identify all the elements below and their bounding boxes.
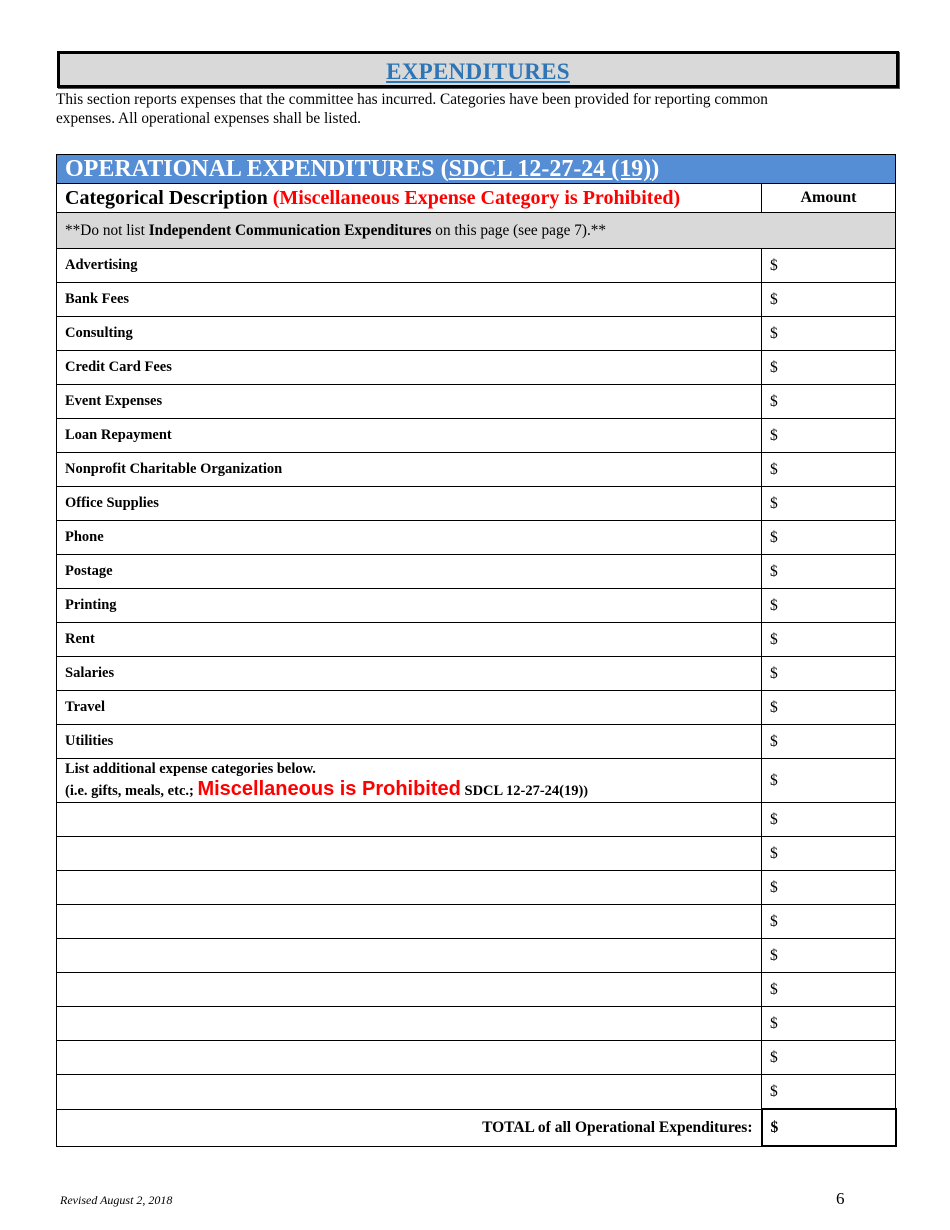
table-row <box>57 351 896 385</box>
table-row <box>57 657 896 691</box>
amount-field[interactable]: $ <box>762 385 896 419</box>
amount-field[interactable]: $ <box>762 249 896 283</box>
total-label: TOTAL of all Operational Expenditures: <box>57 1109 762 1146</box>
category-label: Credit Card Fees <box>57 351 762 385</box>
table-row <box>57 521 896 555</box>
amount-field[interactable]: $ <box>762 521 896 555</box>
table-row <box>57 555 896 589</box>
table-title-end: ) <box>651 156 660 182</box>
amount-field[interactable]: $ <box>762 589 896 623</box>
amount-field[interactable]: $ <box>762 419 896 453</box>
blank-category-field[interactable] <box>57 939 762 973</box>
table-title-main: OPERATIONAL EXPENDITURES ( <box>65 156 449 182</box>
additional-line-2-post: SDCL 12-27-24(19) <box>460 783 584 799</box>
desc-prohibited-note: Miscellaneous Expense Category is Prohibited <box>279 186 674 209</box>
blank-category-field[interactable] <box>57 1007 762 1041</box>
category-label: Nonprofit Charitable Organization <box>57 453 762 487</box>
table-row <box>57 487 896 521</box>
desc-paren-open: ( <box>267 186 280 209</box>
note-bold: Independent Communication Expenditures <box>148 221 432 239</box>
category-label: Loan Repayment <box>57 419 762 453</box>
amount-field[interactable]: $ <box>762 837 896 871</box>
additional-line-2-pre: (i.e. gifts, meals, etc.; <box>65 783 198 799</box>
blank-category-field[interactable] <box>57 973 762 1007</box>
additional-categories-label <box>57 759 762 803</box>
total-row <box>57 1109 896 1146</box>
table-title <box>57 155 896 184</box>
amount-field[interactable]: $ <box>762 691 896 725</box>
intro-line-2: expenses. All operational expenses shall be listed. <box>56 110 362 127</box>
page-number: 6 <box>836 1189 845 1208</box>
desc-header-label: Categorical Description <box>65 186 268 209</box>
amount-field[interactable]: $ <box>762 905 896 939</box>
category-label: Bank Fees <box>57 283 762 317</box>
amount-field[interactable]: $ <box>762 657 896 691</box>
table-row <box>57 283 896 317</box>
blank-entry-row <box>57 1007 896 1041</box>
operational-expenditures-table <box>56 154 897 1147</box>
amount-field[interactable]: $ <box>762 759 896 803</box>
amount-field[interactable]: $ <box>762 283 896 317</box>
total-amount-field[interactable]: $ <box>762 1109 896 1146</box>
category-label: Event Expenses <box>57 385 762 419</box>
table-row <box>57 419 896 453</box>
blank-category-field[interactable] <box>57 871 762 905</box>
amount-field[interactable]: $ <box>762 487 896 521</box>
category-label: Phone <box>57 521 762 555</box>
amount-field[interactable]: $ <box>762 623 896 657</box>
section-title: EXPENDITURES <box>386 59 570 84</box>
category-label: Advertising <box>57 249 762 283</box>
independent-comm-note <box>57 213 896 249</box>
amount-field[interactable]: $ <box>762 351 896 385</box>
amount-field[interactable]: $ <box>762 871 896 905</box>
blank-category-field[interactable] <box>57 1075 762 1110</box>
category-label: Rent <box>57 623 762 657</box>
blank-entry-row <box>57 803 896 837</box>
amount-field[interactable]: $ <box>762 803 896 837</box>
revised-date: Revised August 2, 2018 <box>60 1193 173 1207</box>
table-row <box>57 249 896 283</box>
description-column-header <box>57 184 762 213</box>
amount-field[interactable]: $ <box>762 1075 896 1110</box>
amount-field[interactable]: $ <box>762 973 896 1007</box>
table-row <box>57 317 896 351</box>
blank-entry-row <box>57 939 896 973</box>
additional-categories-row <box>57 759 896 803</box>
blank-category-field[interactable] <box>57 905 762 939</box>
table-row <box>57 385 896 419</box>
blank-entry-row <box>57 1075 896 1110</box>
amount-field[interactable]: $ <box>762 453 896 487</box>
amount-field[interactable]: $ <box>762 939 896 973</box>
intro-line-1: This section reports expenses that the committee has incurred. Categories have been provided for reporting common <box>56 91 768 108</box>
table-row <box>57 691 896 725</box>
additional-line-1: List additional expense categories below. <box>65 761 316 777</box>
blank-entry-row <box>57 905 896 939</box>
category-label: Salaries <box>57 657 762 691</box>
amount-column-header: Amount <box>762 184 896 213</box>
table-title-row <box>57 155 896 184</box>
amount-field[interactable]: $ <box>762 555 896 589</box>
note-pre: **Do not list <box>65 221 149 239</box>
table-row <box>57 725 896 759</box>
table-row <box>57 453 896 487</box>
note-post: on this page (see page 7).** <box>431 221 607 239</box>
blank-entry-row <box>57 973 896 1007</box>
section-header <box>57 51 899 88</box>
blank-category-field[interactable] <box>57 837 762 871</box>
blank-entry-row <box>57 1041 896 1075</box>
amount-field[interactable]: $ <box>762 317 896 351</box>
table-row <box>57 589 896 623</box>
table-row <box>57 623 896 657</box>
amount-field[interactable]: $ <box>762 725 896 759</box>
desc-paren-close: ) <box>673 186 681 209</box>
table-title-ref: SDCL 12-27-24 (19) <box>448 156 652 182</box>
blank-entry-row <box>57 871 896 905</box>
additional-prohibited: Miscellaneous is Prohibited <box>197 778 461 800</box>
amount-field[interactable]: $ <box>762 1007 896 1041</box>
amount-field[interactable]: $ <box>762 1041 896 1075</box>
category-label: Printing <box>57 589 762 623</box>
intro-text <box>56 90 896 128</box>
note-row <box>57 213 896 249</box>
blank-category-field[interactable] <box>57 803 762 837</box>
category-label: Utilities <box>57 725 762 759</box>
category-label: Office Supplies <box>57 487 762 521</box>
category-label: Travel <box>57 691 762 725</box>
column-header-row <box>57 184 896 213</box>
category-label: Postage <box>57 555 762 589</box>
category-label: Consulting <box>57 317 762 351</box>
additional-line-2-close: ) <box>583 784 588 799</box>
blank-category-field[interactable] <box>57 1041 762 1075</box>
blank-entry-row <box>57 837 896 871</box>
